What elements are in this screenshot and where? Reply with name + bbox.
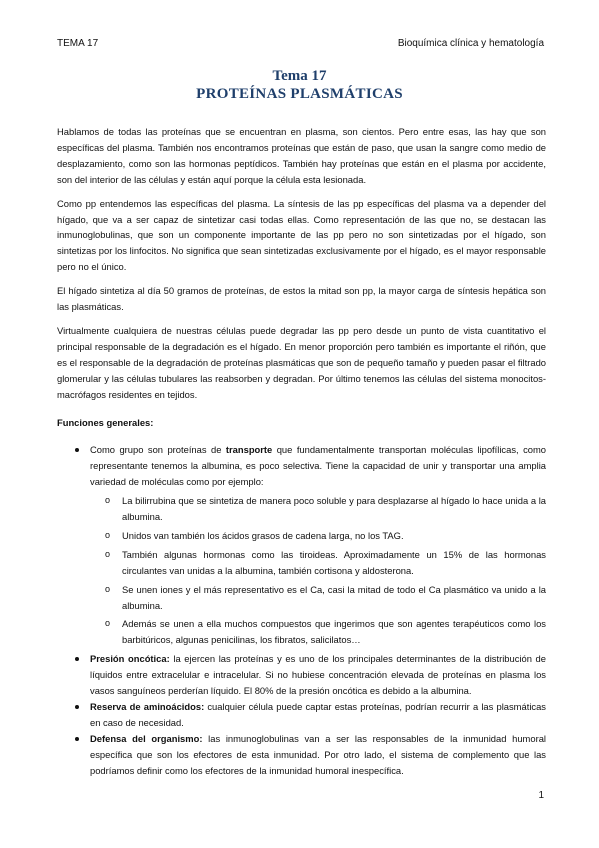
sub-item-compuestos [90,616,546,648]
bullet-icon [75,657,79,661]
sub-item-text: Se unen iones y el más representativo es el Ca, casi la mitad de todo el Ca plasmático va unido a la albumina. [122,583,546,611]
transport-pre: Como grupo son proteínas de [90,444,226,456]
function-presion-oncotica [57,651,546,699]
sub-item-hormonas [90,547,546,579]
sub-item-iones [90,582,546,614]
function-transporte [57,442,546,648]
reserva-bold: Reserva de aminoácidos: [90,701,205,712]
header-left: TEMA 17 [57,38,99,49]
function-reserva-aminoacidos [57,699,546,731]
title-line-2: PROTEÍNAS PLASMÁTICAS [196,86,403,102]
sub-item-text: También algunas hormonas como las tiroideas. Aproximadamente un 15% de las hormonas circulantes van unidas a la albumina, también cortisona y aldosterona. [122,548,546,576]
header-right: Bioquímica clínica y hematología [397,38,544,49]
page-number: 1 [538,790,544,801]
document-body [57,124,546,779]
bullet-icon [75,737,79,741]
sub-item-text: Unidos van también los ácidos grasos de cadena larga, no los TAG. [122,529,404,541]
defensa-bold: Defensa del organismo: [90,732,203,744]
sub-item-text: Además se unen a ella muchos compuestos que ingerimos que son agentes terapéuticos como los barbitúricos, algunas penicilinas, los fibratos, salicilatos… [122,618,546,646]
sub-item-bilirrubina [90,493,546,525]
circle-bullet-icon: o [105,495,111,506]
title-line-1: Tema 17 [272,68,327,84]
transport-sublist [90,493,546,648]
transport-bold: transporte [225,444,273,456]
circle-bullet-icon: o [105,618,111,629]
circle-bullet-icon: o [105,583,111,594]
circle-bullet-icon: o [105,529,111,540]
presion-bold: Presión oncótica: [90,653,170,665]
transport-post: que fundamentalmente transportan moléculas lipofílicas, como representante tenemos la albumina, es poco selectiva. Tiene la capacidad de unir y transportar una amplia variedad de moléculas como por ejemplo: [90,444,546,488]
paragraph-3: El hígado sintetiza al día 50 gramos de proteínas, de estos la mitad son pp, la mayor carga de síntesis hepática son las plasmáticas. [57,285,546,313]
paragraph-2: Como pp entendemos las específicas del plasma. La síntesis de las pp específicas del plasma va a depender del hígado, que va a ser capaz de sintetizar casi todas ellas. Como representación de las que no, se destacan las inmunoglobulinas, que son un componente importante de las pp pero no son sintetizadas por el hígado, son sintetizas por los linfocitos. No significa que sean sintetizadas exclusivamente por el hígado, es el mayor responsable pero no el único. [57,197,546,273]
functions-list [57,442,546,778]
reserva-text: cualquier célula puede captar estas proteínas, podrían recurrir a las plasmáticas en caso de necesidad. [90,701,546,728]
bullet-icon [75,705,79,709]
circle-bullet-icon: o [105,548,111,559]
defensa-text: las inmunoglobulinas van a ser las responsables de la inmunidad humoral específica que son los efectores de esta inmunidad. Por otro lado, el sistema de complemento que las podríamos definir como los efectores de la inmunidad humoral inespecífica. [90,732,546,776]
paragraph-4: Virtualmente cualquiera de nuestras células puede degradar las pp pero desde un punto de vista cuantitativo el principal responsable de la degradación es el hígado. En menor proporción pero también es importante el riñón, que es el responsable de la degradación de proteínas plasmáticas que son de pequeño tamaño y pueden pasar el filtrado glomerular y las células tubulares las reabsorben y degradan. Por último tenemos las células del sistema monocitos-macrófagos residentes en tejidos. [57,324,546,400]
sub-item-text: La bilirrubina que se sintetiza de manera poco soluble y para desplazarse al hígado lo hace unida a la albumina. [122,495,546,523]
function-defensa [57,731,546,779]
presion-text: la ejercen las proteínas y es uno de los principales determinantes de la distribución de líquidos entre extracelular e intracelular. Si no hubiese concentración elevada de proteínas en plasma los vasos sanguíneos perderían líquido. El 80% de la presión oncótica es debido a la albumina. [90,653,546,697]
paragraph-1: Hablamos de todas las proteínas que se encuentran en plasma, son cientos. Pero entre esas, las hay que son específicas del plasma. También nos encontramos proteínas que están de paso, que usan la sangre como medio de desplazamiento, como son las hormonas peptídicos. También hay proteínas que están en el plasma por accidente, son del interior de las células y están aquí porque la célula esta lesionada. [57,126,546,185]
bullet-icon [75,448,79,452]
sub-item-acidos-grasos [90,528,546,544]
funciones-heading: Funciones generales: [57,416,154,428]
